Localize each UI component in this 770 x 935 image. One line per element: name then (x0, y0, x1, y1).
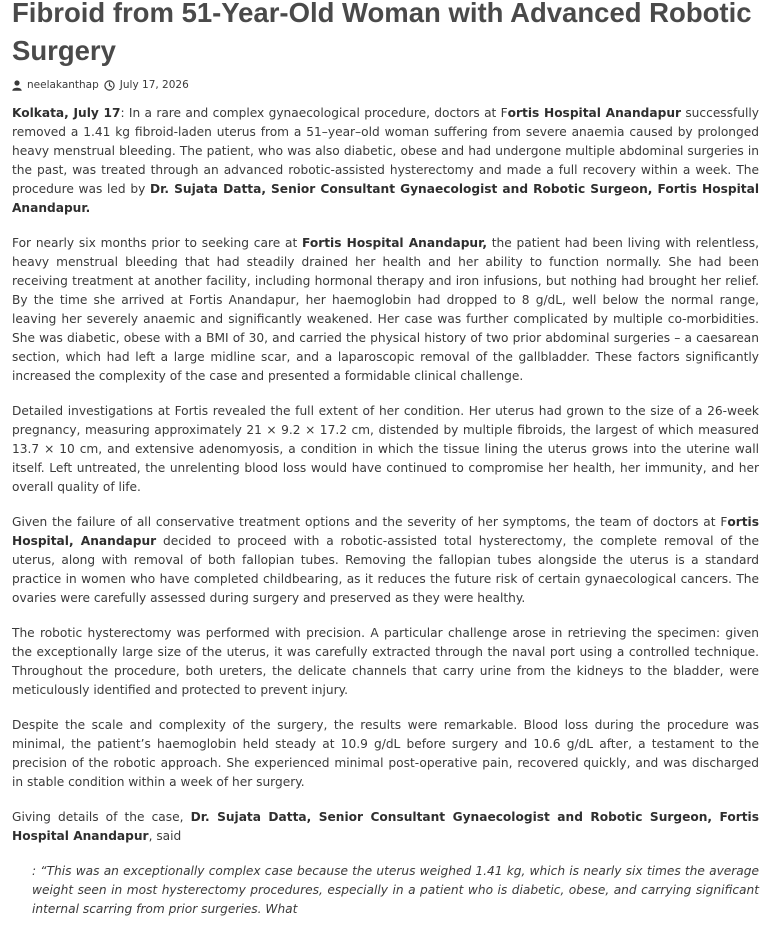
paragraph-decision: Given the failure of all conservative treatment options and the severity of her symptoms, the team of doctors at Fortis Hospital, Anandapur decided to proceed with a robotic-assisted total hysterectomy, the complete removal of the uterus, along with removal of both fallopian tubes. Removing the fallopian tubes alongside the uterus is a standard practice in women who have completed childbearing, as it reduces the future risk of certain gynaecological cancers. The ovaries were carefully assessed during surgery and preserved as they were healthy. (12, 515, 759, 605)
article-meta (12, 77, 189, 93)
paragraph-lead: Kolkata, July 17: In a rare and complex gynaecological procedure, doctors at Fortis Hospital Anandapur successfully removed a 1.41 kg fibroid-laden uterus from a 51–year–old woman suffering from severe anaemia caused by prolonged heavy menstrual bleeding. The patient, who was also diabetic, obese and had undergone multiple abdominal surgeries in the past, was treated through an advanced robotic-assisted hysterectomy and made a full recovery within a week. The procedure was led by Dr. Sujata Datta, Senior Consultant Gynaecologist and Robotic Surgeon, Fortis Hospital Anandapur. (12, 106, 760, 215)
author-link[interactable]: neelakanthap (27, 79, 99, 91)
paragraph-investigation: Detailed investigations at Fortis revealed the full extent of her condition. Her uterus had grown to the size of a 26-week pregnancy, measuring approximately 21 × 9.2 × 17.2 cm, distended by multiple fibroids, the largest of which measured 13.7 × 10 cm, and extensive adenomyosis, a condition in which the tissue lining the uterus grows into the uterine wall itself. Left untreated, the unrelenting blood loss would have continued to compromise her health, her immunity, and her overall quality of life. (12, 404, 759, 494)
paragraph-history: For nearly six months prior to seeking care at Fortis Hospital Anandapur, the patient had been living with relentless, heavy menstrual bleeding that had steadily drained her health and her ability to function normally. She had been receiving treatment at another facility, including hormonal therapy and iron infusions, but nothing had brought her relief. By the time she arrived at Fortis Anandapur, her haemoglobin had dropped to 8 g/dL, well below the normal range, leaving her severely anaemic and significantly weakened. Her case was further complicated by multiple co-morbidities. She was diabetic, obese with a BMI of 30, and carried the physical history of two prior abdominal surgeries – a caesarean section, which had left a large midline scar, and a laparoscopic removal of the gallbladder. These factors significantly increased the complexity of the case and presented a formidable clinical challenge. (12, 236, 759, 383)
dateline: Kolkata, July 17 (12, 106, 121, 120)
surgeon-quote: : “This was an exceptionally complex case because the uterus weighed 1.41 kg, which is nearly six times the average weight seen in most hysterectomy procedures, especially in a patient who is diabetic, obese, and carrying significant internal scarring from prior surgeries. What (32, 864, 759, 916)
user-icon (12, 80, 22, 91)
hospital-name: Fortis Hospital Anandapur, (302, 236, 487, 250)
publish-date[interactable]: July 17, 2026 (119, 79, 189, 91)
paragraph-attribution: Giving details of the case, Dr. Sujata Datta, Senior Consultant Gynaecologist and Robotic Surgeon, Fortis Hospital Anandapur, said (12, 810, 759, 843)
hospital-name: ortis Hospital, Anandapur (12, 515, 759, 548)
article-body (12, 104, 759, 935)
paragraph-procedure: The robotic hysterectomy was performed with precision. A particular challenge arose in retrieving the specimen: given the exceptionally large size of the uterus, it was carefully extracted through the naval port using a controlled technique. Throughout the procedure, both ureters, the delicate channels that carry urine from the kidneys to the bladder, were meticulously identified and protected to prevent injury. (12, 626, 759, 697)
clock-icon (104, 80, 115, 91)
paragraph-results: Despite the scale and complexity of the surgery, the results were remarkable. Blood loss during the procedure was minimal, the patient’s haemoglobin held steady at 10.9 g/dL before surgery and 10.6 g/dL after, a testament to the precision of the robotic approach. She experienced minimal post-operative pain, recovered quickly, and was discharged in stable condition within a week of her surgery. (12, 718, 759, 789)
hospital-name: ortis Hospital Anandapur (507, 106, 682, 120)
surgeon-name: Dr. Sujata Datta, Senior Consultant Gynaecologist and Robotic Surgeon, Fortis Hospital Anandapur. (12, 182, 760, 215)
article-title: Fibroid from 51-Year-Old Woman with Advanced Robotic Surgery (12, 0, 752, 66)
surgeon-name: Dr. Sujata Datta, Senior Consultant Gynaecologist and Robotic Surgeon, Fortis Hospital Anandapur (12, 810, 759, 843)
